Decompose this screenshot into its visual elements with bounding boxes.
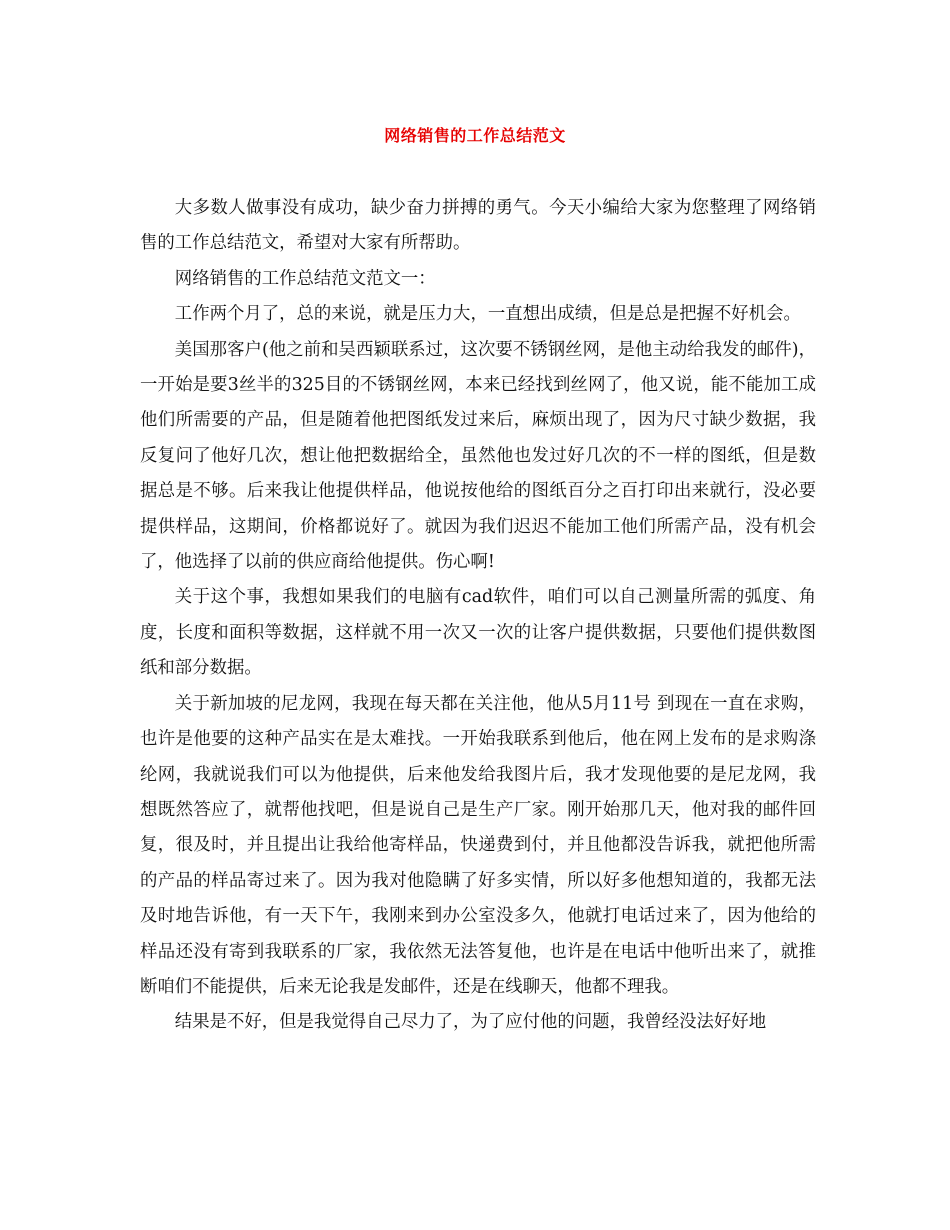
document-title: 网络销售的工作总结范文	[384, 126, 566, 145]
paragraph-subheading: 网络销售的工作总结范文范文一：	[174, 268, 436, 289]
paragraph-intro: 大多数人做事没有成功，缺少奋力拼搏的勇气。今天小编给大家为您整理了网络销售的工作总结范文，希望对大家有所帮助。	[140, 198, 816, 254]
paragraph: 结果是不好，但是我觉得自己尽力了，为了应付他的问题，我曾经没法好好地	[174, 1012, 767, 1033]
paragraph: 关于这个事，我想如果我们的电脑有cad软件，咱们可以自己测量所需的弧度、角度，长度和面积等数据，这样就不用一次又一次的让客户提供数据，只要他们提供数图纸和部分数据。	[140, 587, 816, 679]
document-body	[140, 191, 816, 1041]
paragraph: 美国那客户(他之前和吴西颖联系过，这次要不锈钢丝网，是他主动给我发的邮件)，一开始是要3丝半的325目的不锈钢丝网，本来已经找到丝网了，他又说，能不能加工成他们所需要的产品，但是随着他把图纸发过来后，麻烦出现了，因为尺寸缺少数据，我反复问了他好几次，想让他把数据给全，虽然他也发过好几次的不一样的图纸，但是数据总是不够。后来我让他提供样品，他说按他给的图纸百分之百打印出来就行，没必要提供样品，这期间，价格都说好了。就因为我们迟迟不能加工他们所需产品，没有机会了，他选择了以前的供应商给他提供。伤心啊!	[140, 339, 816, 573]
paragraph: 工作两个月了，总的来说，就是压力大，一直想出成绩，但是总是把握不好机会。	[174, 304, 801, 325]
paragraph: 关于新加坡的尼龙网，我现在每天都在关注他，他从5月11号 到现在一直在求购，也许是他要的这种产品实在是太难找。一开始我联系到他后，他在网上发布的是求购涤纶网，我就说我们可以为他提供，后来他发给我图片后，我才发现他要的是尼龙网，我想既然答应了，就帮他找吧，但是说自己是生产厂家。刚开始那几天，他对我的邮件回复，很及时，并且提出让我给他寄样品，快递费到付，并且他都没告诉我，就把他所需的产品的样品寄过来了。因为我对他隐瞒了好多实情，所以好多他想知道的，我都无法及时地告诉他，有一天下午，我刚来到办公室没多久，他就打电话过来了，因为他给的样品还没有寄到我联系的厂家，我依然无法答复他，也许是在电话中他听出来了，就推断咱们不能提供，后来无论我是发邮件，还是在线聊天，他都不理我。	[140, 693, 816, 997]
